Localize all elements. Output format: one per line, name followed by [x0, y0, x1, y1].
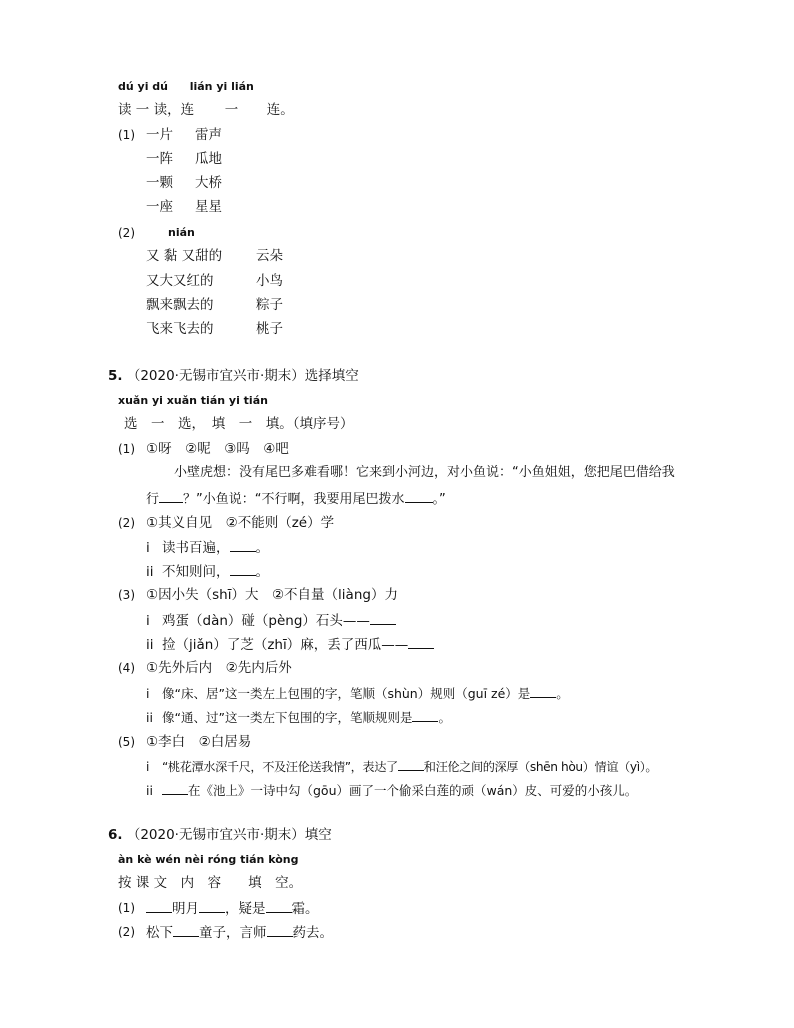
- item-text: 鸡蛋（dàn）碰（pèng）石头——: [162, 613, 370, 629]
- answer-blank[interactable]: [159, 489, 183, 503]
- q4-title-part-c: 连。: [266, 102, 294, 118]
- match-right-item: 小鸟: [256, 273, 283, 289]
- poem-text: 药去。: [292, 925, 333, 941]
- roman-numeral: ii: [146, 783, 153, 798]
- q5-pinyin: xuǎn yi xuǎn tián yi tián: [118, 394, 268, 407]
- q5-p3-number: (3): [118, 588, 135, 602]
- q4-p1-number: (1): [118, 128, 135, 142]
- passage-text: 行: [146, 492, 160, 507]
- pinyin-lian-yi-lian: lián yi lián: [189, 80, 254, 93]
- q6-instruction: 按 课 文 内 容 填 空。: [118, 875, 303, 891]
- q6-number: 6.: [108, 827, 123, 843]
- match-right-item: 桃子: [256, 321, 283, 337]
- answer-blank[interactable]: [199, 899, 225, 913]
- q4-title-part-a: 读 一 读，连: [118, 102, 195, 118]
- roman-numeral: i: [146, 540, 150, 556]
- q5-p4-options: ①先外后内 ②先内后外: [146, 660, 292, 676]
- passage-text: ？”小鱼说：“不行啊，我要用尾巴拨水: [183, 492, 405, 507]
- match-left-item: 一片: [146, 127, 173, 143]
- match-right-item: 云朵: [256, 248, 283, 264]
- answer-blank[interactable]: [173, 923, 199, 937]
- q6-heading: [108, 826, 332, 844]
- match-right-item: 粽子: [256, 297, 283, 313]
- q6-p2-line: [146, 923, 333, 942]
- q5-p3-options: ①因小失（shī）大 ②不自量（liàng）力: [146, 587, 398, 603]
- q5-source: （2020·无锡市宜兴市·期末）选择填空: [126, 368, 359, 384]
- match-left-item: 一阵: [146, 151, 173, 167]
- q5-p2-item-ii: [146, 562, 269, 581]
- q5-p4-number: (4): [118, 661, 135, 675]
- item-text: 。: [255, 564, 269, 580]
- answer-blank[interactable]: [530, 684, 556, 698]
- item-text: 像“床、居”这一类左上包围的字，笔顺（shùn）规则（guī zé）是: [162, 686, 531, 701]
- q5-instruction-note: （填序号）: [292, 416, 354, 432]
- q5-p1-options: ①呀 ②呢 ③吗 ④吧: [146, 441, 289, 457]
- q4-title-part-b: 一: [224, 102, 239, 118]
- q5-instruction: [124, 415, 354, 433]
- poem-text: 霜。: [291, 901, 319, 917]
- answer-blank[interactable]: [267, 923, 293, 937]
- answer-blank[interactable]: [230, 538, 256, 552]
- roman-numeral: ii: [146, 710, 153, 725]
- roman-numeral: i: [146, 686, 150, 701]
- item-text: 。: [438, 710, 451, 725]
- match-left-item: 一颗: [146, 175, 173, 191]
- poem-text: 童子，言师: [199, 925, 267, 941]
- q5-p5-item-i: [146, 757, 657, 776]
- q6-p1-number: (1): [118, 901, 135, 915]
- poem-text: ，疑是: [225, 901, 266, 917]
- item-text: 。: [556, 686, 569, 701]
- q5-p2-number: (2): [118, 516, 135, 530]
- item-text: 不知则问，: [162, 564, 230, 580]
- q5-p1-passage-line-1: 小壁虎想：没有尾巴多难看哪！它来到小河边，对小鱼说：“小鱼姐姐，您把尾巴借给我: [174, 465, 675, 480]
- match-left-item: 飘来飘去的: [146, 297, 214, 313]
- pinyin-nian: nián: [168, 226, 195, 239]
- answer-blank[interactable]: [405, 489, 433, 503]
- q5-p1-number: (1): [118, 442, 135, 456]
- poem-text: 明月: [172, 901, 199, 917]
- item-text: 像“通、过”这一类左下包围的字，笔顺规则是: [162, 710, 413, 725]
- q5-heading: [108, 367, 359, 385]
- answer-blank[interactable]: [370, 611, 396, 625]
- q5-p2-item-i: [146, 538, 269, 557]
- q6-source: （2020·无锡市宜兴市·期末）填空: [126, 827, 332, 843]
- q5-p2-options: ①其义自见 ②不能则（zé）学: [146, 515, 335, 531]
- q6-pinyin: àn kè wén nèi róng tián kòng: [118, 853, 299, 866]
- q5-p4-item-i: [146, 684, 569, 703]
- roman-numeral: ii: [146, 564, 154, 580]
- q6-p2-number: (2): [118, 925, 135, 939]
- answer-blank[interactable]: [230, 562, 256, 576]
- q6-p1-line: [146, 899, 319, 918]
- item-text: 在《池上》一诗中勾（gōu）画了一个偷采白莲的顽（wán）皮、可爱的小孩儿。: [188, 783, 638, 798]
- pinyin-du-yi-du: dú yi dú: [118, 80, 169, 93]
- roman-numeral: i: [146, 613, 150, 629]
- answer-blank[interactable]: [398, 757, 424, 771]
- roman-numeral: i: [146, 760, 149, 774]
- match-left-item: 一座: [146, 199, 173, 215]
- q5-p5-item-ii: [146, 781, 637, 800]
- match-right-item: 雷声: [195, 127, 222, 143]
- item-text: 和汪伦之间的深厚（shēn hòu）情谊（yì）。: [423, 760, 658, 774]
- q5-p3-item-ii: [146, 635, 434, 654]
- q5-p1-passage-line-2: [146, 489, 446, 509]
- q5-instruction-main: 选 一 选， 填 一 填。: [124, 416, 293, 432]
- match-right-item: 大桥: [195, 175, 222, 191]
- match-right-item: 瓜地: [195, 151, 222, 167]
- match-left-item: 飞来飞去的: [146, 321, 214, 337]
- q5-p5-number: (5): [118, 735, 135, 749]
- q5-number: 5.: [108, 368, 123, 384]
- pinyin-line: [118, 78, 254, 96]
- passage-text: 。”: [432, 492, 446, 507]
- q5-p4-item-ii: [146, 708, 451, 727]
- q5-p5-options: ①李白 ②白居易: [146, 734, 252, 750]
- roman-numeral: ii: [146, 637, 154, 653]
- match-left-item: 又大又红的: [146, 273, 214, 289]
- q4-title: [118, 101, 294, 119]
- answer-blank[interactable]: [146, 899, 172, 913]
- poem-text: 松下: [146, 925, 173, 941]
- item-text: 。: [255, 540, 269, 556]
- answer-blank[interactable]: [266, 899, 292, 913]
- item-text: 捡（jiǎn）了芝（zhī）麻，丢了西瓜——: [162, 637, 409, 653]
- item-text: 读书百遍，: [162, 540, 230, 556]
- answer-blank[interactable]: [162, 781, 188, 795]
- match-right-item: 星星: [195, 199, 222, 215]
- answer-blank[interactable]: [408, 635, 434, 649]
- q5-p3-item-i: [146, 611, 396, 630]
- item-text: “桃花潭水深千尺，不及汪伦送我情”，表达了: [162, 760, 398, 774]
- answer-blank[interactable]: [412, 708, 438, 722]
- match-left-item: 又 黏 又甜的: [146, 248, 223, 264]
- q4-p2-number: (2): [118, 226, 135, 240]
